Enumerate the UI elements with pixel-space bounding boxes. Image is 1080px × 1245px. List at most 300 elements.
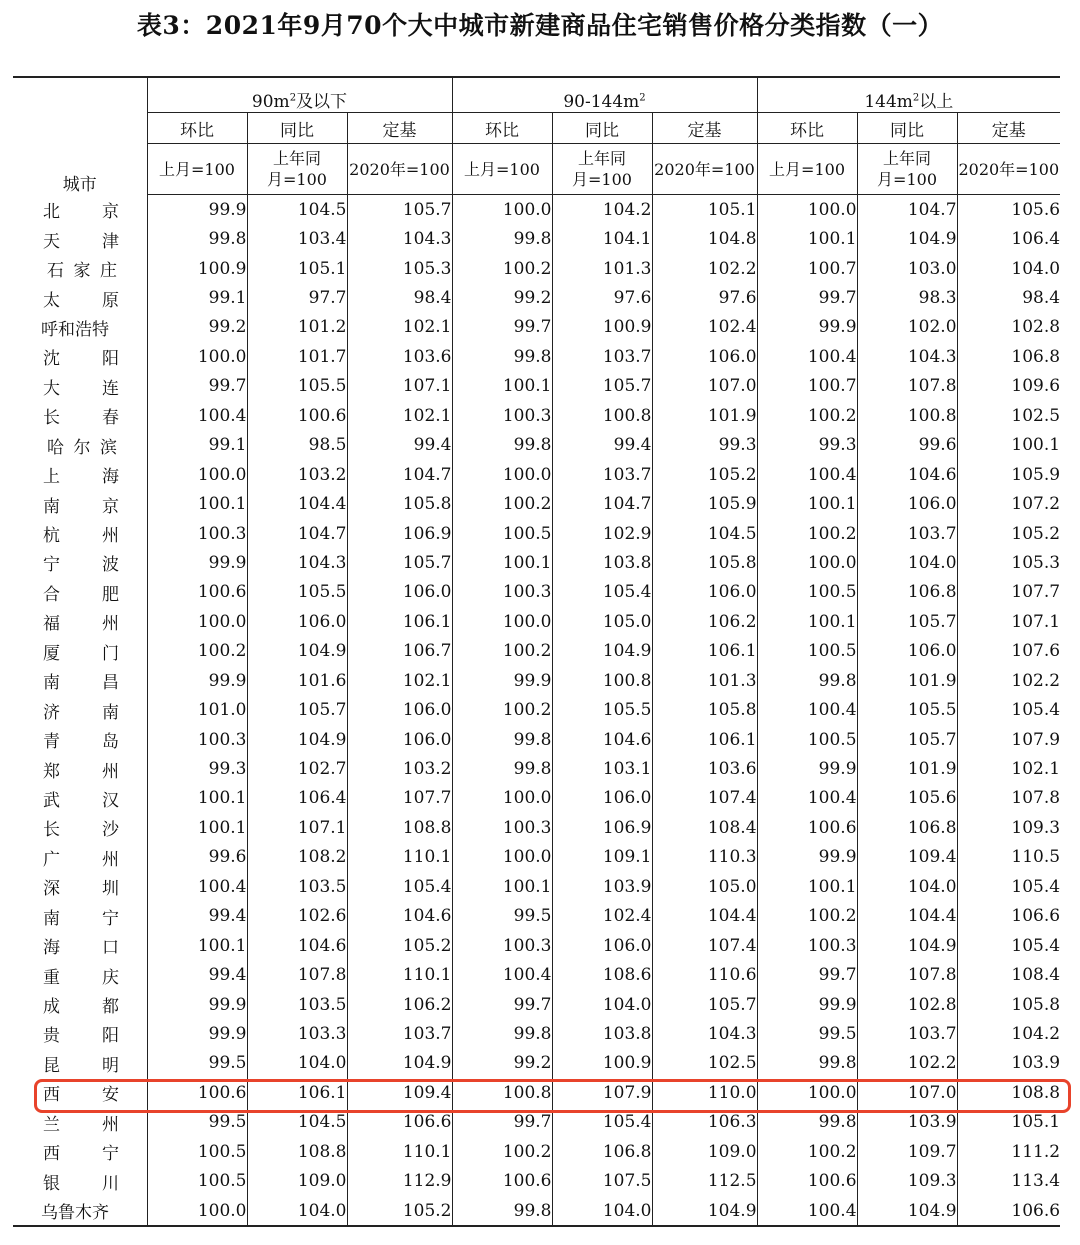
value-cell: 105.7 <box>347 548 452 577</box>
table-row <box>13 372 1060 401</box>
table-row <box>13 401 1060 430</box>
table-row <box>13 489 1060 518</box>
value-cell: 106.0 <box>347 725 452 754</box>
value-cell: 99.7 <box>452 1108 552 1137</box>
value-cell: 100.0 <box>452 195 552 225</box>
value-cell: 104.6 <box>347 902 452 931</box>
value-cell: 103.9 <box>552 872 652 901</box>
value-cell: 99.9 <box>757 843 857 872</box>
city-cell: 长 沙 <box>43 820 119 841</box>
table-row <box>13 224 1060 253</box>
value-cell: 104.9 <box>247 725 347 754</box>
value-cell: 103.3 <box>247 1019 347 1048</box>
value-cell: 104.6 <box>552 725 652 754</box>
value-cell: 99.8 <box>147 224 247 253</box>
value-cell: 99.4 <box>147 960 247 989</box>
subheader-mom: 环比 <box>452 113 552 144</box>
value-cell: 106.6 <box>957 1196 1060 1226</box>
value-cell: 105.6 <box>857 784 957 813</box>
value-cell: 100.9 <box>147 254 247 283</box>
value-cell: 105.4 <box>552 578 652 607</box>
value-cell: 100.7 <box>757 372 857 401</box>
value-cell: 105.5 <box>552 695 652 724</box>
value-cell: 100.4 <box>147 401 247 430</box>
value-cell: 109.7 <box>857 1137 957 1166</box>
value-cell: 98.5 <box>247 431 347 460</box>
group-header-small: $90m^2$及以下 <box>147 77 452 113</box>
value-cell: 107.4 <box>652 931 757 960</box>
value-cell: 100.4 <box>757 1196 857 1226</box>
value-cell: 103.2 <box>247 460 347 489</box>
value-cell: 107.5 <box>552 1166 652 1195</box>
subheader-yoy: 同比 <box>552 113 652 144</box>
value-cell: 101.0 <box>147 695 247 724</box>
value-cell: 100.1 <box>147 931 247 960</box>
value-cell: 99.8 <box>757 1108 857 1137</box>
city-cell: 西 宁 <box>43 1144 119 1165</box>
value-cell: 105.4 <box>347 872 452 901</box>
value-cell: 105.3 <box>347 254 452 283</box>
table-row <box>13 1049 1060 1078</box>
value-cell: 104.0 <box>957 254 1060 283</box>
value-cell: 99.1 <box>147 431 247 460</box>
value-cell: 107.1 <box>957 607 1060 636</box>
value-cell: 99.4 <box>347 431 452 460</box>
city-cell: 海 口 <box>43 938 119 959</box>
value-cell: 99.9 <box>757 313 857 342</box>
value-cell: 108.4 <box>957 960 1060 989</box>
value-cell: 105.0 <box>652 872 757 901</box>
value-cell: 99.5 <box>757 1019 857 1048</box>
value-cell: 99.6 <box>147 843 247 872</box>
value-cell: 104.3 <box>247 548 347 577</box>
city-cell: 昆 明 <box>43 1055 119 1076</box>
table-row <box>13 784 1060 813</box>
value-cell: 100.3 <box>147 725 247 754</box>
value-cell: 97.7 <box>247 283 347 312</box>
table-row <box>13 931 1060 960</box>
value-cell: 104.0 <box>552 1196 652 1226</box>
value-cell: 110.6 <box>652 960 757 989</box>
value-cell: 100.2 <box>147 637 247 666</box>
subheader-yoy: 同比 <box>857 113 957 144</box>
value-cell: 106.4 <box>957 224 1060 253</box>
city-cell: 成 都 <box>43 997 119 1018</box>
value-cell: 101.3 <box>652 666 757 695</box>
value-cell: 102.6 <box>247 902 347 931</box>
value-cell: 99.8 <box>757 666 857 695</box>
value-cell: 107.1 <box>247 813 347 842</box>
value-cell: 109.0 <box>247 1166 347 1195</box>
value-cell: 102.0 <box>857 313 957 342</box>
value-cell: 103.5 <box>247 872 347 901</box>
value-cell: 104.4 <box>652 902 757 931</box>
value-cell: 106.6 <box>957 902 1060 931</box>
subheader-mom: 环比 <box>757 113 857 144</box>
value-cell: 99.8 <box>757 1049 857 1078</box>
value-cell: 98.3 <box>857 283 957 312</box>
table-row <box>13 1078 1060 1107</box>
city-cell: 武 汉 <box>43 790 119 811</box>
value-cell: 106.0 <box>857 637 957 666</box>
value-cell: 103.7 <box>552 460 652 489</box>
value-cell: 100.0 <box>757 1078 857 1107</box>
city-cell: 南 昌 <box>43 673 119 694</box>
value-cell: 100.5 <box>757 637 857 666</box>
value-cell: 104.9 <box>857 931 957 960</box>
value-cell: 99.9 <box>147 195 247 225</box>
value-cell: 103.4 <box>247 224 347 253</box>
value-cell: 104.5 <box>247 1108 347 1137</box>
value-cell: 101.9 <box>857 666 957 695</box>
value-cell: 104.0 <box>857 872 957 901</box>
value-cell: 104.7 <box>857 195 957 225</box>
subheader-fixed: 定基 <box>347 113 452 144</box>
value-cell: 99.4 <box>147 902 247 931</box>
value-cell: 110.0 <box>652 1078 757 1107</box>
value-cell: 99.9 <box>147 1019 247 1048</box>
value-cell: 104.9 <box>552 637 652 666</box>
city-cell: 兰 州 <box>43 1114 119 1135</box>
price-index-table <box>13 76 1060 1227</box>
value-cell: 107.8 <box>247 960 347 989</box>
value-cell: 103.0 <box>857 254 957 283</box>
value-cell: 105.1 <box>652 195 757 225</box>
value-cell: 104.9 <box>652 1196 757 1226</box>
value-cell: 107.7 <box>347 784 452 813</box>
value-cell: 100.6 <box>147 1078 247 1107</box>
value-cell: 113.4 <box>957 1166 1060 1195</box>
value-cell: 102.7 <box>247 754 347 783</box>
base-yoy: 上年同 月=100 <box>247 144 347 195</box>
value-cell: 99.7 <box>757 960 857 989</box>
table-row <box>13 872 1060 901</box>
value-cell: 100.0 <box>452 607 552 636</box>
value-cell: 100.2 <box>452 489 552 518</box>
value-cell: 99.7 <box>147 372 247 401</box>
city-cell: 广 州 <box>43 849 119 870</box>
value-cell: 100.1 <box>757 489 857 518</box>
value-cell: 106.7 <box>347 637 452 666</box>
value-cell: 100.4 <box>757 342 857 371</box>
table-row <box>13 1108 1060 1137</box>
value-cell: 108.8 <box>957 1078 1060 1107</box>
value-cell: 104.0 <box>857 548 957 577</box>
value-cell: 105.6 <box>957 195 1060 225</box>
table-row <box>13 1166 1060 1195</box>
table-row <box>13 313 1060 342</box>
value-cell: 106.8 <box>857 813 957 842</box>
value-cell: 106.2 <box>347 990 452 1019</box>
value-cell: 108.8 <box>247 1137 347 1166</box>
value-cell: 105.1 <box>247 254 347 283</box>
value-cell: 106.8 <box>857 578 957 607</box>
value-cell: 102.2 <box>652 254 757 283</box>
base-mom: 上月=100 <box>452 144 552 195</box>
value-cell: 106.1 <box>347 607 452 636</box>
value-cell: 100.6 <box>147 578 247 607</box>
group-header-medium: $90-144m^2$ <box>452 77 757 113</box>
value-cell: 104.7 <box>347 460 452 489</box>
value-cell: 110.1 <box>347 843 452 872</box>
value-cell: 105.7 <box>857 607 957 636</box>
value-cell: 99.8 <box>452 342 552 371</box>
value-cell: 99.2 <box>452 283 552 312</box>
table-header <box>13 77 1060 195</box>
value-cell: 100.1 <box>452 872 552 901</box>
value-cell: 100.0 <box>757 195 857 225</box>
value-cell: 105.2 <box>347 931 452 960</box>
value-cell: 98.4 <box>347 283 452 312</box>
value-cell: 109.6 <box>957 372 1060 401</box>
value-cell: 109.0 <box>652 1137 757 1166</box>
value-cell: 100.5 <box>757 725 857 754</box>
city-cell: 哈 尔 滨 <box>47 437 117 458</box>
city-cell: 沈 阳 <box>43 349 119 370</box>
base-fixed: 2020年=100 <box>957 144 1060 195</box>
base-fixed: 2020年=100 <box>652 144 757 195</box>
value-cell: 107.8 <box>857 960 957 989</box>
base-yoy: 上年同 月=100 <box>552 144 652 195</box>
value-cell: 103.6 <box>652 754 757 783</box>
value-cell: 104.3 <box>857 342 957 371</box>
value-cell: 104.7 <box>552 489 652 518</box>
value-cell: 105.8 <box>347 489 452 518</box>
value-cell: 100.3 <box>147 519 247 548</box>
value-cell: 100.3 <box>452 578 552 607</box>
value-cell: 100.2 <box>757 519 857 548</box>
value-cell: 109.4 <box>857 843 957 872</box>
city-cell: 合 肥 <box>43 584 119 605</box>
value-cell: 99.8 <box>452 725 552 754</box>
value-cell: 104.5 <box>652 519 757 548</box>
value-cell: 104.2 <box>957 1019 1060 1048</box>
table-row <box>13 666 1060 695</box>
city-cell: 重 庆 <box>43 967 119 988</box>
subheader-fixed: 定基 <box>957 113 1060 144</box>
value-cell: 102.1 <box>347 666 452 695</box>
value-cell: 104.0 <box>552 990 652 1019</box>
value-cell: 105.4 <box>957 872 1060 901</box>
value-cell: 100.9 <box>552 313 652 342</box>
value-cell: 105.7 <box>247 695 347 724</box>
value-cell: 106.9 <box>347 519 452 548</box>
table-row <box>13 548 1060 577</box>
value-cell: 100.0 <box>147 1196 247 1226</box>
value-cell: 100.3 <box>452 401 552 430</box>
table-row <box>13 843 1060 872</box>
city-cell: 杭 州 <box>43 526 119 547</box>
value-cell: 100.2 <box>757 902 857 931</box>
value-cell: 103.8 <box>552 548 652 577</box>
value-cell: 103.7 <box>857 1019 957 1048</box>
value-cell: 110.1 <box>347 960 452 989</box>
value-cell: 105.9 <box>957 460 1060 489</box>
value-cell: 102.1 <box>347 313 452 342</box>
table-row <box>13 607 1060 636</box>
value-cell: 107.7 <box>957 578 1060 607</box>
value-cell: 99.3 <box>757 431 857 460</box>
value-cell: 100.1 <box>147 489 247 518</box>
value-cell: 104.0 <box>247 1049 347 1078</box>
table-row <box>13 431 1060 460</box>
value-cell: 102.2 <box>957 666 1060 695</box>
value-cell: 111.2 <box>957 1137 1060 1166</box>
table-row <box>13 195 1060 225</box>
value-cell: 105.5 <box>247 372 347 401</box>
base-mom: 上月=100 <box>147 144 247 195</box>
value-cell: 106.0 <box>552 784 652 813</box>
value-cell: 106.3 <box>652 1108 757 1137</box>
value-cell: 103.9 <box>957 1049 1060 1078</box>
value-cell: 103.5 <box>247 990 347 1019</box>
value-cell: 109.3 <box>957 813 1060 842</box>
table-body <box>13 195 1060 1227</box>
value-cell: 100.5 <box>147 1137 247 1166</box>
value-cell: 107.0 <box>857 1078 957 1107</box>
value-cell: 100.5 <box>452 519 552 548</box>
table-row <box>13 460 1060 489</box>
value-cell: 107.0 <box>652 372 757 401</box>
value-cell: 99.5 <box>147 1049 247 1078</box>
value-cell: 104.3 <box>652 1019 757 1048</box>
value-cell: 109.3 <box>857 1166 957 1195</box>
city-cell: 西 安 <box>43 1085 119 1106</box>
city-cell: 南 宁 <box>43 908 119 929</box>
value-cell: 106.0 <box>347 578 452 607</box>
value-cell: 99.8 <box>452 1196 552 1226</box>
value-cell: 100.1 <box>757 607 857 636</box>
city-cell: 南 京 <box>43 496 119 517</box>
value-cell: 100.2 <box>452 1137 552 1166</box>
value-cell: 100.3 <box>452 813 552 842</box>
value-cell: 100.6 <box>247 401 347 430</box>
value-cell: 105.1 <box>957 1108 1060 1137</box>
value-cell: 107.6 <box>957 637 1060 666</box>
value-cell: 106.1 <box>652 725 757 754</box>
city-cell: 青 岛 <box>43 732 119 753</box>
value-cell: 102.5 <box>652 1049 757 1078</box>
city-cell: 厦 门 <box>43 643 119 664</box>
value-cell: 101.9 <box>857 754 957 783</box>
subheader-yoy: 同比 <box>247 113 347 144</box>
value-cell: 98.4 <box>957 283 1060 312</box>
city-cell: 长 春 <box>43 408 119 429</box>
city-cell: 呼和浩特 <box>41 319 109 340</box>
value-cell: 97.6 <box>652 283 757 312</box>
value-cell: 110.5 <box>957 843 1060 872</box>
value-cell: 106.0 <box>247 607 347 636</box>
value-cell: 100.5 <box>757 578 857 607</box>
value-cell: 100.4 <box>757 460 857 489</box>
value-cell: 100.1 <box>452 372 552 401</box>
value-cell: 99.2 <box>452 1049 552 1078</box>
value-cell: 104.9 <box>347 1049 452 1078</box>
value-cell: 106.0 <box>552 931 652 960</box>
value-cell: 99.3 <box>652 431 757 460</box>
value-cell: 106.2 <box>652 607 757 636</box>
value-cell: 99.9 <box>147 990 247 1019</box>
value-cell: 105.0 <box>552 607 652 636</box>
value-cell: 104.3 <box>347 224 452 253</box>
value-cell: 103.2 <box>347 754 452 783</box>
value-cell: 105.4 <box>552 1108 652 1137</box>
value-cell: 105.7 <box>652 990 757 1019</box>
value-cell: 100.6 <box>757 1166 857 1195</box>
value-cell: 101.7 <box>247 342 347 371</box>
table-row <box>13 254 1060 283</box>
value-cell: 100.6 <box>452 1166 552 1195</box>
value-cell: 99.7 <box>452 990 552 1019</box>
city-cell: 宁 波 <box>43 555 119 576</box>
table-row <box>13 902 1060 931</box>
value-cell: 103.7 <box>857 519 957 548</box>
value-cell: 100.0 <box>147 607 247 636</box>
value-cell: 105.7 <box>347 195 452 225</box>
value-cell: 100.1 <box>957 431 1060 460</box>
table-row <box>13 1019 1060 1048</box>
value-cell: 112.9 <box>347 1166 452 1195</box>
value-cell: 100.2 <box>757 1137 857 1166</box>
value-cell: 110.1 <box>347 1137 452 1166</box>
value-cell: 99.6 <box>857 431 957 460</box>
value-cell: 99.9 <box>147 548 247 577</box>
table-row <box>13 754 1060 783</box>
value-cell: 99.9 <box>757 754 857 783</box>
table-row <box>13 813 1060 842</box>
value-cell: 104.9 <box>857 224 957 253</box>
value-cell: 106.4 <box>247 784 347 813</box>
city-cell: 大 连 <box>43 378 119 399</box>
value-cell: 105.8 <box>652 548 757 577</box>
city-cell: 北 京 <box>43 201 119 222</box>
city-cell: 福 州 <box>43 614 119 635</box>
value-cell: 112.5 <box>652 1166 757 1195</box>
value-cell: 104.4 <box>247 489 347 518</box>
value-cell: 109.4 <box>347 1078 452 1107</box>
value-cell: 100.7 <box>757 254 857 283</box>
value-cell: 104.5 <box>247 195 347 225</box>
value-cell: 107.1 <box>347 372 452 401</box>
city-cell: 济 南 <box>43 702 119 723</box>
value-cell: 100.2 <box>452 695 552 724</box>
value-cell: 99.1 <box>147 283 247 312</box>
value-cell: 100.0 <box>452 843 552 872</box>
value-cell: 108.6 <box>552 960 652 989</box>
value-cell: 108.4 <box>652 813 757 842</box>
value-cell: 105.8 <box>652 695 757 724</box>
value-cell: 100.4 <box>757 784 857 813</box>
value-cell: 102.8 <box>957 313 1060 342</box>
value-cell: 101.2 <box>247 313 347 342</box>
table-row <box>13 695 1060 724</box>
value-cell: 100.8 <box>857 401 957 430</box>
value-cell: 99.9 <box>147 666 247 695</box>
value-cell: 100.1 <box>757 224 857 253</box>
value-cell: 100.0 <box>147 342 247 371</box>
value-cell: 102.4 <box>552 902 652 931</box>
value-cell: 99.8 <box>452 754 552 783</box>
city-cell: 石 家 庄 <box>47 261 117 282</box>
value-cell: 102.1 <box>347 401 452 430</box>
value-cell: 100.8 <box>552 666 652 695</box>
value-cell: 102.5 <box>957 401 1060 430</box>
value-cell: 105.7 <box>552 372 652 401</box>
value-cell: 99.5 <box>452 902 552 931</box>
value-cell: 100.2 <box>757 401 857 430</box>
value-cell: 103.6 <box>347 342 452 371</box>
value-cell: 100.6 <box>757 813 857 842</box>
